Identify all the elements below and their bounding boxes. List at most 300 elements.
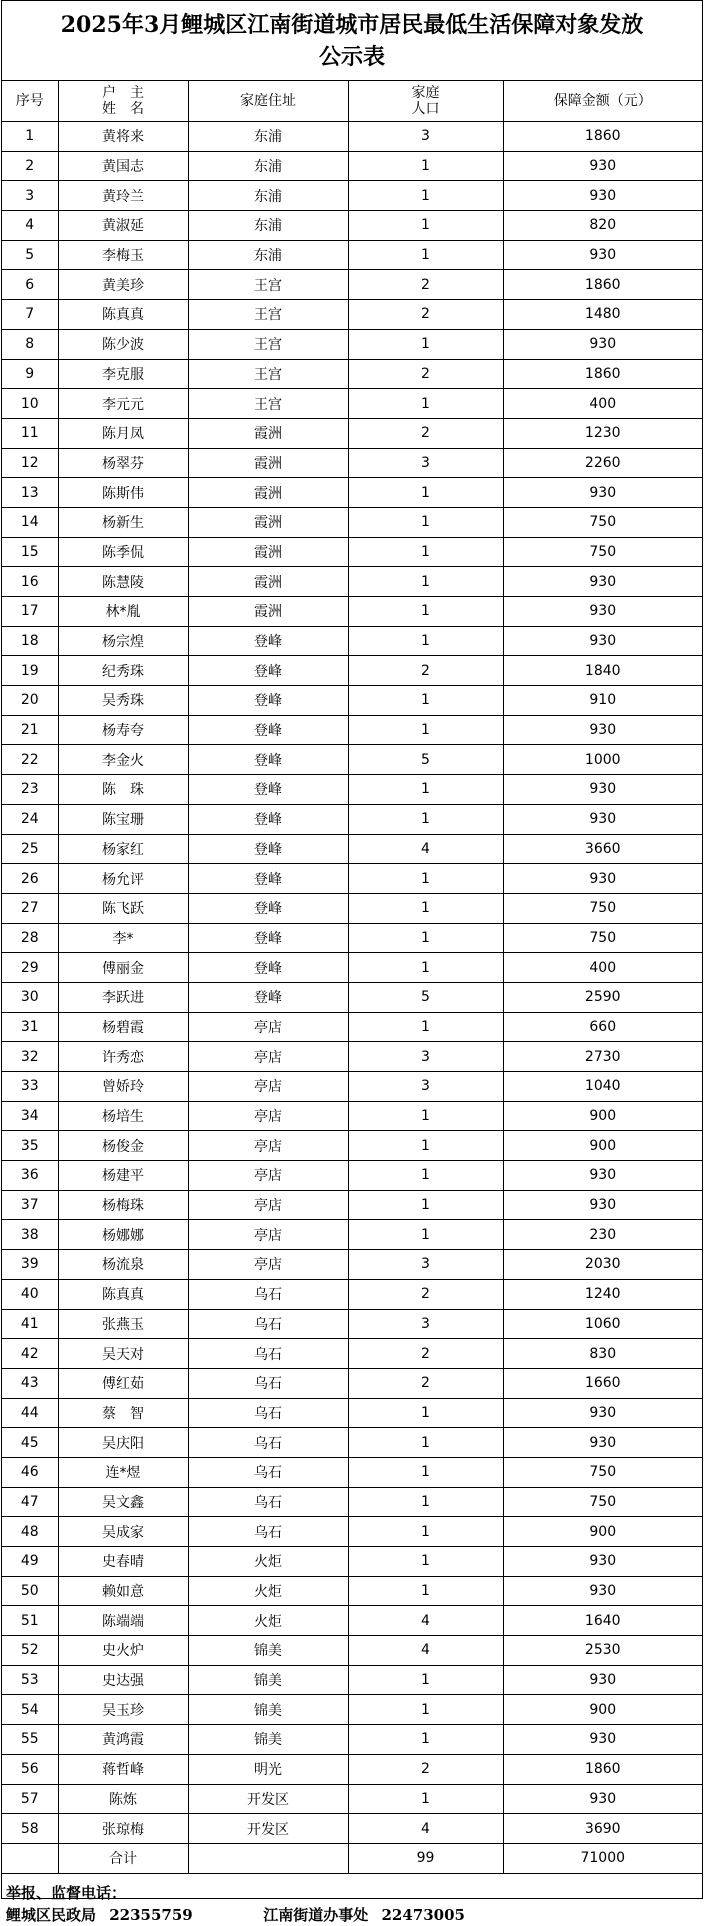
- row-address: 乌石: [188, 1517, 348, 1547]
- phone-street-office: 22473005: [381, 1905, 465, 1924]
- row-address: 锦美: [188, 1725, 348, 1755]
- row-seq: 58: [2, 1814, 58, 1844]
- row-amount: 930: [503, 1190, 702, 1220]
- row-seq: 8: [2, 329, 58, 359]
- row-seq: 39: [2, 1250, 58, 1280]
- row-name: 张琼梅: [58, 1814, 188, 1844]
- row-amount: 930: [503, 181, 702, 211]
- table-row: [2, 1220, 702, 1250]
- row-amount: 1860: [503, 1754, 702, 1784]
- row-name: 陈慧陵: [58, 567, 188, 597]
- row-amount: 930: [503, 1428, 702, 1458]
- row-address: 亭店: [188, 1190, 348, 1220]
- row-name: 黄鸿霞: [58, 1725, 188, 1755]
- row-name: 杨允评: [58, 864, 188, 894]
- row-family: 1: [348, 478, 503, 508]
- row-amount: 1480: [503, 300, 702, 330]
- row-amount: 400: [503, 389, 702, 419]
- row-amount: 2030: [503, 1250, 702, 1280]
- row-amount: 930: [503, 715, 702, 745]
- table-row: [2, 1012, 702, 1042]
- row-seq: 9: [2, 359, 58, 389]
- table-row: [2, 1547, 702, 1577]
- row-family: 1: [348, 715, 503, 745]
- row-name: 蔡 智: [58, 1398, 188, 1428]
- row-name: 陈季侃: [58, 537, 188, 567]
- header-name-top: 户 主: [102, 85, 144, 101]
- row-seq: 41: [2, 1309, 58, 1339]
- row-seq: 53: [2, 1665, 58, 1695]
- table-row: [2, 1457, 702, 1487]
- row-amount: 1240: [503, 1279, 702, 1309]
- row-family: 1: [348, 329, 503, 359]
- row-seq: 5: [2, 240, 58, 270]
- row-family: 2: [348, 1754, 503, 1784]
- header-family-top: 家庭: [411, 85, 440, 101]
- row-address: 乌石: [188, 1279, 348, 1309]
- row-address: 东浦: [188, 151, 348, 181]
- row-address: 霞洲: [188, 448, 348, 478]
- row-address: 登峰: [188, 923, 348, 953]
- page-title: [2, 1, 702, 81]
- table-row: [2, 181, 702, 211]
- row-address: 乌石: [188, 1339, 348, 1369]
- row-amount: 2530: [503, 1636, 702, 1666]
- row-amount: 750: [503, 507, 702, 537]
- row-family: 1: [348, 775, 503, 805]
- row-family: 2: [348, 1339, 503, 1369]
- row-family: 2: [348, 359, 503, 389]
- table-row: [2, 982, 702, 1012]
- row-amount: 1040: [503, 1072, 702, 1102]
- table-row: [2, 1606, 702, 1636]
- row-seq: 17: [2, 597, 58, 627]
- row-name: 黄将来: [58, 122, 188, 152]
- row-address: 乌石: [188, 1309, 348, 1339]
- row-seq: 6: [2, 270, 58, 300]
- row-seq: 31: [2, 1012, 58, 1042]
- row-name: 杨梅珠: [58, 1190, 188, 1220]
- table-row: [2, 834, 702, 864]
- table-row: [2, 626, 702, 656]
- row-family: 1: [348, 953, 503, 983]
- row-name: 蒋哲峰: [58, 1754, 188, 1784]
- total-seq-cell: [2, 1843, 58, 1873]
- row-amount: 900: [503, 1101, 702, 1131]
- table-row: [2, 329, 702, 359]
- row-name: 陈斯伟: [58, 478, 188, 508]
- notice-sheet: [1, 0, 703, 1924]
- row-family: 1: [348, 1398, 503, 1428]
- row-family: 1: [348, 1012, 503, 1042]
- row-amount: 930: [503, 240, 702, 270]
- row-address: 登峰: [188, 864, 348, 894]
- row-family: 1: [348, 686, 503, 716]
- row-name: 杨家红: [58, 834, 188, 864]
- table-row: [2, 448, 702, 478]
- header-amount: 保障金额（元）: [503, 81, 702, 122]
- row-address: 登峰: [188, 804, 348, 834]
- row-amount: 930: [503, 1547, 702, 1577]
- table-row: [2, 1487, 702, 1517]
- row-family: 1: [348, 597, 503, 627]
- row-name: 杨培生: [58, 1101, 188, 1131]
- row-name: 曾娇玲: [58, 1072, 188, 1102]
- table-row: [2, 1131, 702, 1161]
- total-family: 99: [348, 1843, 503, 1873]
- table-row: [2, 1517, 702, 1547]
- row-address: 亭店: [188, 1012, 348, 1042]
- row-family: 2: [348, 270, 503, 300]
- row-family: 1: [348, 893, 503, 923]
- row-name: 赖如意: [58, 1576, 188, 1606]
- row-amount: 750: [503, 923, 702, 953]
- row-name: 黄国志: [58, 151, 188, 181]
- table-row: [2, 923, 702, 953]
- table-row: [2, 1428, 702, 1458]
- header-family: [348, 81, 503, 122]
- row-seq: 51: [2, 1606, 58, 1636]
- table-row: [2, 567, 702, 597]
- table-row: [2, 804, 702, 834]
- row-address: 火炬: [188, 1606, 348, 1636]
- row-seq: 1: [2, 122, 58, 152]
- row-family: 1: [348, 1161, 503, 1191]
- table-row: [2, 1250, 702, 1280]
- row-amount: 820: [503, 211, 702, 241]
- row-name: 李*: [58, 923, 188, 953]
- row-seq: 35: [2, 1131, 58, 1161]
- table-row: [2, 1784, 702, 1814]
- row-seq: 43: [2, 1368, 58, 1398]
- row-name: 傅丽金: [58, 953, 188, 983]
- table-row: [2, 389, 702, 419]
- row-address: 东浦: [188, 122, 348, 152]
- row-amount: 1230: [503, 418, 702, 448]
- row-family: 4: [348, 1814, 503, 1844]
- row-name: 吴秀珠: [58, 686, 188, 716]
- total-amount: 71000: [503, 1843, 702, 1873]
- row-name: 陈宝珊: [58, 804, 188, 834]
- row-name: 杨流泉: [58, 1250, 188, 1280]
- row-family: 2: [348, 1279, 503, 1309]
- row-amount: 930: [503, 478, 702, 508]
- row-address: 霞洲: [188, 567, 348, 597]
- row-seq: 52: [2, 1636, 58, 1666]
- row-name: 黄玲兰: [58, 181, 188, 211]
- contact-line: [6, 1904, 698, 1926]
- row-name: 林*胤: [58, 597, 188, 627]
- row-family: 1: [348, 626, 503, 656]
- row-family: 1: [348, 1131, 503, 1161]
- row-name: 史春晴: [58, 1547, 188, 1577]
- row-family: 1: [348, 507, 503, 537]
- row-amount: 900: [503, 1695, 702, 1725]
- row-name: 黄美珍: [58, 270, 188, 300]
- table-row: [2, 240, 702, 270]
- row-family: 1: [348, 1487, 503, 1517]
- row-seq: 12: [2, 448, 58, 478]
- row-family: 1: [348, 537, 503, 567]
- row-seq: 20: [2, 686, 58, 716]
- row-amount: 1640: [503, 1606, 702, 1636]
- row-name: 杨翠芬: [58, 448, 188, 478]
- row-family: 1: [348, 181, 503, 211]
- row-amount: 2590: [503, 982, 702, 1012]
- row-amount: 1860: [503, 270, 702, 300]
- row-family: 1: [348, 1547, 503, 1577]
- row-family: 3: [348, 1250, 503, 1280]
- row-seq: 21: [2, 715, 58, 745]
- row-family: 4: [348, 1606, 503, 1636]
- row-name: 张燕玉: [58, 1309, 188, 1339]
- row-address: 登峰: [188, 953, 348, 983]
- table-row: [2, 1279, 702, 1309]
- row-family: 1: [348, 864, 503, 894]
- row-amount: 400: [503, 953, 702, 983]
- row-name: 吴天对: [58, 1339, 188, 1369]
- row-seq: 2: [2, 151, 58, 181]
- row-amount: 750: [503, 537, 702, 567]
- row-family: 1: [348, 804, 503, 834]
- table-row: [2, 270, 702, 300]
- row-seq: 18: [2, 626, 58, 656]
- title-line-1: 2025年3月鲤城区江南街道城市居民最低生活保障对象发放: [60, 12, 644, 38]
- row-name: 史达强: [58, 1665, 188, 1695]
- row-seq: 32: [2, 1042, 58, 1072]
- row-family: 3: [348, 1042, 503, 1072]
- row-family: 3: [348, 448, 503, 478]
- table-row: [2, 953, 702, 983]
- row-amount: 1000: [503, 745, 702, 775]
- row-family: 3: [348, 1309, 503, 1339]
- row-name: 吴成家: [58, 1517, 188, 1547]
- table-row: [2, 122, 702, 152]
- row-address: 乌石: [188, 1487, 348, 1517]
- row-seq: 44: [2, 1398, 58, 1428]
- row-seq: 50: [2, 1576, 58, 1606]
- table-body: [2, 122, 702, 1844]
- row-family: 1: [348, 1576, 503, 1606]
- row-amount: 930: [503, 1725, 702, 1755]
- table-row: [2, 1309, 702, 1339]
- row-seq: 48: [2, 1517, 58, 1547]
- row-name: 陈真真: [58, 300, 188, 330]
- row-seq: 47: [2, 1487, 58, 1517]
- row-address: 登峰: [188, 775, 348, 805]
- row-address: 登峰: [188, 626, 348, 656]
- row-amount: 930: [503, 1665, 702, 1695]
- row-seq: 24: [2, 804, 58, 834]
- row-seq: 26: [2, 864, 58, 894]
- phone-civil-affairs: 22355759: [109, 1905, 193, 1924]
- header-seq: 序号: [2, 81, 58, 122]
- row-address: 王宫: [188, 329, 348, 359]
- row-address: 王宫: [188, 300, 348, 330]
- row-family: 1: [348, 1190, 503, 1220]
- row-name: 杨新生: [58, 507, 188, 537]
- row-family: 1: [348, 923, 503, 953]
- row-address: 锦美: [188, 1695, 348, 1725]
- title-line-2: 公示表: [318, 44, 385, 70]
- row-name: 杨娜娜: [58, 1220, 188, 1250]
- report-label: 举报、监督电话：: [6, 1883, 127, 1902]
- row-seq: 19: [2, 656, 58, 686]
- row-name: 李跃进: [58, 982, 188, 1012]
- row-address: 登峰: [188, 893, 348, 923]
- row-address: 亭店: [188, 1072, 348, 1102]
- row-family: 1: [348, 1428, 503, 1458]
- row-family: 1: [348, 1101, 503, 1131]
- row-amount: 930: [503, 1161, 702, 1191]
- row-amount: 930: [503, 1398, 702, 1428]
- row-address: 东浦: [188, 211, 348, 241]
- row-seq: 36: [2, 1161, 58, 1191]
- org-civil-affairs: 鲤城区民政局: [6, 1905, 97, 1924]
- row-name: 纪秀珠: [58, 656, 188, 686]
- total-label: 合计: [58, 1843, 188, 1873]
- table-row: [2, 745, 702, 775]
- row-name: 陈 珠: [58, 775, 188, 805]
- table-row: [2, 656, 702, 686]
- row-name: 吴文鑫: [58, 1487, 188, 1517]
- row-name: 陈少波: [58, 329, 188, 359]
- row-name: 杨碧霞: [58, 1012, 188, 1042]
- row-amount: 930: [503, 775, 702, 805]
- table-row: [2, 864, 702, 894]
- row-address: 乌石: [188, 1398, 348, 1428]
- row-address: 登峰: [188, 982, 348, 1012]
- row-family: 1: [348, 1220, 503, 1250]
- row-address: 霞洲: [188, 597, 348, 627]
- row-address: 明光: [188, 1754, 348, 1784]
- table-row: [2, 1368, 702, 1398]
- row-address: 亭店: [188, 1131, 348, 1161]
- row-seq: 38: [2, 1220, 58, 1250]
- row-seq: 45: [2, 1428, 58, 1458]
- row-seq: 55: [2, 1725, 58, 1755]
- row-name: 吴玉珍: [58, 1695, 188, 1725]
- row-address: 霞洲: [188, 537, 348, 567]
- table-row: [2, 775, 702, 805]
- row-family: 5: [348, 745, 503, 775]
- row-family: 1: [348, 211, 503, 241]
- table-row: [2, 211, 702, 241]
- table-row: [2, 715, 702, 745]
- row-name: 李元元: [58, 389, 188, 419]
- row-seq: 22: [2, 745, 58, 775]
- table-row: [2, 1695, 702, 1725]
- row-amount: 900: [503, 1131, 702, 1161]
- row-seq: 30: [2, 982, 58, 1012]
- row-seq: 13: [2, 478, 58, 508]
- row-address: 霞洲: [188, 507, 348, 537]
- row-address: 亭店: [188, 1161, 348, 1191]
- row-amount: 2260: [503, 448, 702, 478]
- row-name: 陈端端: [58, 1606, 188, 1636]
- row-name: 连*煜: [58, 1457, 188, 1487]
- org-street-office: 江南街道办事处: [263, 1905, 369, 1924]
- row-family: 4: [348, 834, 503, 864]
- row-amount: 230: [503, 1220, 702, 1250]
- row-address: 东浦: [188, 240, 348, 270]
- row-family: 3: [348, 1072, 503, 1102]
- table-row: [2, 597, 702, 627]
- header-name: [58, 81, 188, 122]
- row-seq: 7: [2, 300, 58, 330]
- row-seq: 57: [2, 1784, 58, 1814]
- row-seq: 3: [2, 181, 58, 211]
- row-amount: 1860: [503, 122, 702, 152]
- row-family: 1: [348, 1784, 503, 1814]
- row-family: 4: [348, 1636, 503, 1666]
- header-family-bottom: 人口: [411, 101, 440, 117]
- table-row: [2, 1814, 702, 1844]
- row-seq: 15: [2, 537, 58, 567]
- table-row: [2, 1665, 702, 1695]
- row-name: 黄淑延: [58, 211, 188, 241]
- row-amount: 930: [503, 1784, 702, 1814]
- row-address: 亭店: [188, 1250, 348, 1280]
- row-address: 登峰: [188, 656, 348, 686]
- row-address: 王宫: [188, 359, 348, 389]
- row-seq: 56: [2, 1754, 58, 1784]
- row-amount: 1860: [503, 359, 702, 389]
- table-row: [2, 1754, 702, 1784]
- row-name: 傅红茹: [58, 1368, 188, 1398]
- row-family: 2: [348, 656, 503, 686]
- row-address: 火炬: [188, 1547, 348, 1577]
- row-family: 1: [348, 1725, 503, 1755]
- row-amount: 3690: [503, 1814, 702, 1844]
- row-amount: 750: [503, 893, 702, 923]
- row-amount: 930: [503, 804, 702, 834]
- row-amount: 930: [503, 597, 702, 627]
- row-address: 霞洲: [188, 478, 348, 508]
- row-name: 杨寿夸: [58, 715, 188, 745]
- table-row: [2, 1101, 702, 1131]
- row-name: 杨宗煌: [58, 626, 188, 656]
- row-amount: 1840: [503, 656, 702, 686]
- table-row: [2, 893, 702, 923]
- row-name: 吴庆阳: [58, 1428, 188, 1458]
- row-amount: 900: [503, 1517, 702, 1547]
- row-amount: 930: [503, 864, 702, 894]
- table-row: [2, 1042, 702, 1072]
- row-amount: 750: [503, 1487, 702, 1517]
- row-address: 乌石: [188, 1368, 348, 1398]
- table-row: [2, 300, 702, 330]
- row-seq: 23: [2, 775, 58, 805]
- subsidy-table: [2, 81, 702, 1874]
- row-seq: 28: [2, 923, 58, 953]
- row-address: 开发区: [188, 1784, 348, 1814]
- header-address: 家庭住址: [188, 81, 348, 122]
- row-name: 陈炼: [58, 1784, 188, 1814]
- row-amount: 930: [503, 151, 702, 181]
- row-name: 杨建平: [58, 1161, 188, 1191]
- table-row: [2, 1576, 702, 1606]
- table-row: [2, 1161, 702, 1191]
- table-row: [2, 1339, 702, 1369]
- row-amount: 930: [503, 626, 702, 656]
- row-name: 陈月凤: [58, 418, 188, 448]
- row-name: 李梅玉: [58, 240, 188, 270]
- row-family: 1: [348, 389, 503, 419]
- row-name: 史火炉: [58, 1636, 188, 1666]
- table-row: [2, 1072, 702, 1102]
- row-amount: 830: [503, 1339, 702, 1369]
